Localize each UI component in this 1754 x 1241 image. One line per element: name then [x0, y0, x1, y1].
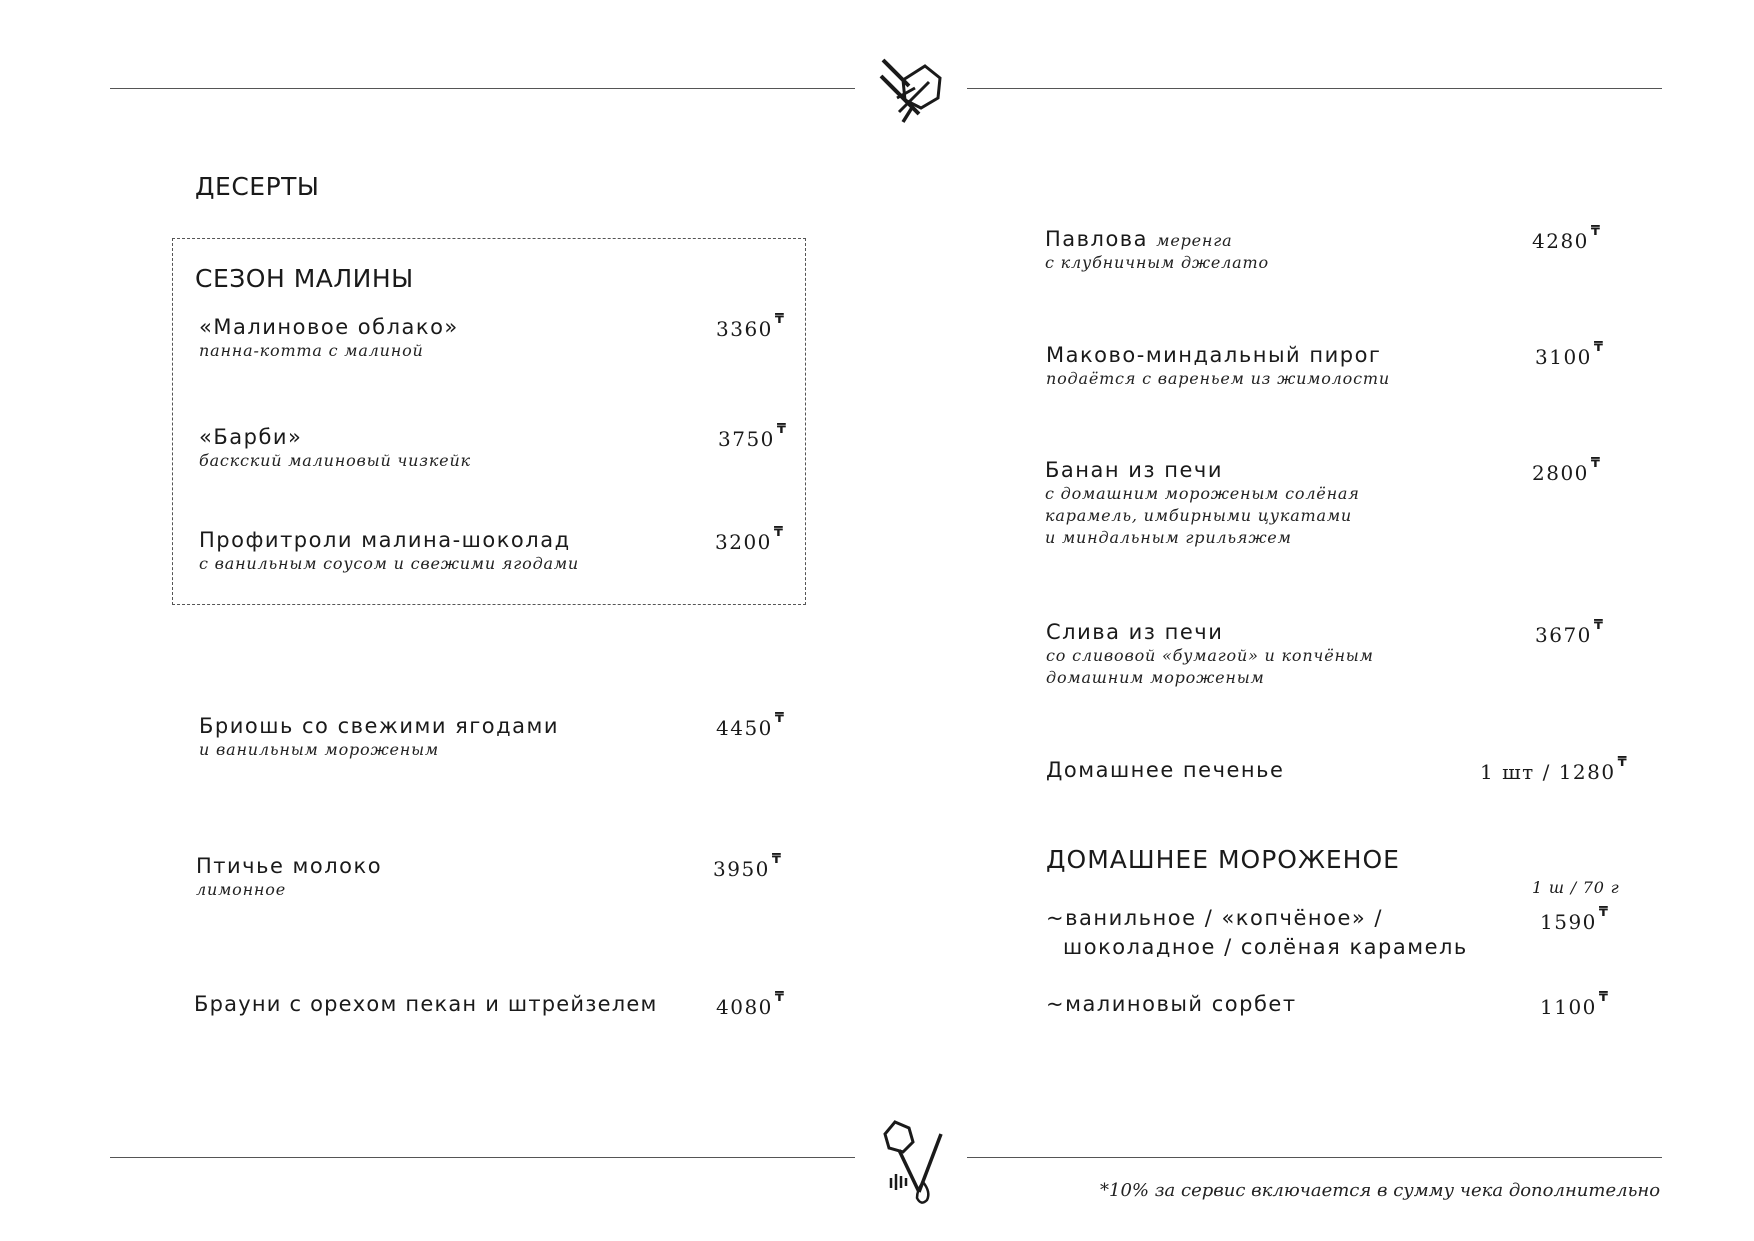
item-desc: лимонное	[196, 880, 286, 899]
menu-item	[199, 314, 459, 362]
currency-icon: ₸	[1598, 905, 1608, 920]
item-desc: со сливовой «бумагой» и копчёным	[1046, 646, 1374, 665]
item-desc: панна-котта с малиной	[199, 341, 424, 360]
currency-icon: ₸	[774, 711, 784, 726]
item-price: 2800 ₸	[1532, 456, 1600, 485]
top-rule-left	[110, 88, 855, 89]
item-price: 3200 ₸	[715, 525, 783, 554]
item-desc: подаётся с вареньем из жимолости	[1046, 369, 1390, 388]
menu-item	[1046, 905, 1468, 960]
currency-icon: ₸	[1617, 755, 1627, 770]
item-price: 4450 ₸	[716, 711, 784, 740]
item-name: Маково-миндальный пирог	[1046, 343, 1382, 367]
ice-cream-portion: 1 ш / 70 г	[1532, 878, 1620, 897]
currency-icon: ₸	[1590, 224, 1600, 239]
item-desc: с ванильным соусом и свежими ягодами	[199, 554, 580, 573]
menu-item	[1046, 342, 1390, 390]
hexagon-slash-logo-icon	[875, 48, 955, 128]
currency-icon: ₸	[774, 990, 784, 1005]
menu-item	[196, 853, 382, 901]
leaf-check-logo-icon	[875, 1120, 955, 1210]
currency-icon: ₸	[1593, 618, 1603, 633]
item-name: Павлова меренга	[1045, 227, 1233, 251]
menu-item	[199, 424, 471, 472]
item-desc: и ванильным мороженым	[199, 740, 439, 759]
item-name: Птичье молоко	[196, 854, 383, 878]
item-price: 3950 ₸	[713, 852, 781, 881]
item-price: 3670 ₸	[1535, 618, 1603, 647]
item-name-note: меренга	[1156, 231, 1233, 250]
item-desc: карамель, имбирными цукатами	[1045, 506, 1353, 525]
menu-item	[199, 713, 559, 761]
bottom-rule-right	[967, 1157, 1662, 1158]
top-rule-right	[967, 88, 1662, 89]
item-price: 1590 ₸	[1540, 905, 1608, 934]
item-price: 4080 ₸	[716, 990, 784, 1019]
section-title-season: СЕЗОН МАЛИНЫ	[195, 264, 414, 293]
item-price: 3360 ₸	[716, 312, 784, 341]
item-name: «Барби»	[199, 425, 303, 449]
section-title-desserts: ДЕСЕРТЫ	[195, 172, 320, 201]
currency-icon: ₸	[773, 525, 783, 540]
item-desc: баскский малиновый чизкейк	[199, 451, 471, 470]
item-name: Домашнее печенье	[1046, 758, 1285, 782]
item-price: 3100 ₸	[1535, 340, 1603, 369]
item-price: 1 шт / 1280 ₸	[1480, 755, 1627, 784]
item-name: ~малиновый сорбет	[1046, 992, 1297, 1016]
item-price: 4280 ₸	[1532, 224, 1600, 253]
section-title-ice-cream: ДОМАШНЕЕ МОРОЖЕНОЕ	[1046, 845, 1400, 874]
currency-icon: ₸	[771, 852, 781, 867]
item-name: Бриошь со свежими ягодами	[199, 714, 560, 738]
menu-item	[199, 527, 579, 575]
menu-item	[1045, 457, 1360, 549]
menu-item	[194, 991, 658, 1017]
item-name: «Малиновое облако»	[199, 315, 459, 339]
item-desc: с домашним мороженым солёная	[1045, 484, 1360, 503]
item-name: Слива из печи	[1046, 620, 1224, 644]
item-name: Банан из печи	[1045, 458, 1223, 482]
menu-item	[1046, 619, 1374, 689]
item-price: 1100 ₸	[1540, 990, 1608, 1019]
item-desc: домашним мороженым	[1046, 668, 1265, 687]
item-name: Брауни с орехом пекан и штрейзелем	[194, 992, 658, 1016]
service-charge-note: *10% за сервис включается в сумму чека дополнительно	[1100, 1180, 1661, 1201]
item-name: Профитроли малина-шоколад	[199, 528, 571, 552]
currency-icon: ₸	[1593, 340, 1603, 355]
currency-icon: ₸	[1590, 456, 1600, 471]
menu-item	[1046, 991, 1297, 1017]
currency-icon: ₸	[774, 312, 784, 327]
currency-icon: ₸	[776, 422, 786, 437]
currency-icon: ₸	[1598, 990, 1608, 1005]
item-price: 3750 ₸	[718, 422, 786, 451]
item-name: ~ванильное / «копчёное» /	[1046, 906, 1383, 930]
item-desc: с клубничным джелато	[1045, 253, 1269, 272]
menu-item	[1045, 226, 1269, 274]
menu-item	[1046, 757, 1284, 783]
item-name: шоколадное / солёная карамель	[1063, 935, 1468, 959]
bottom-rule-left	[110, 1157, 855, 1158]
item-desc: и миндальным грильяжем	[1045, 528, 1292, 547]
